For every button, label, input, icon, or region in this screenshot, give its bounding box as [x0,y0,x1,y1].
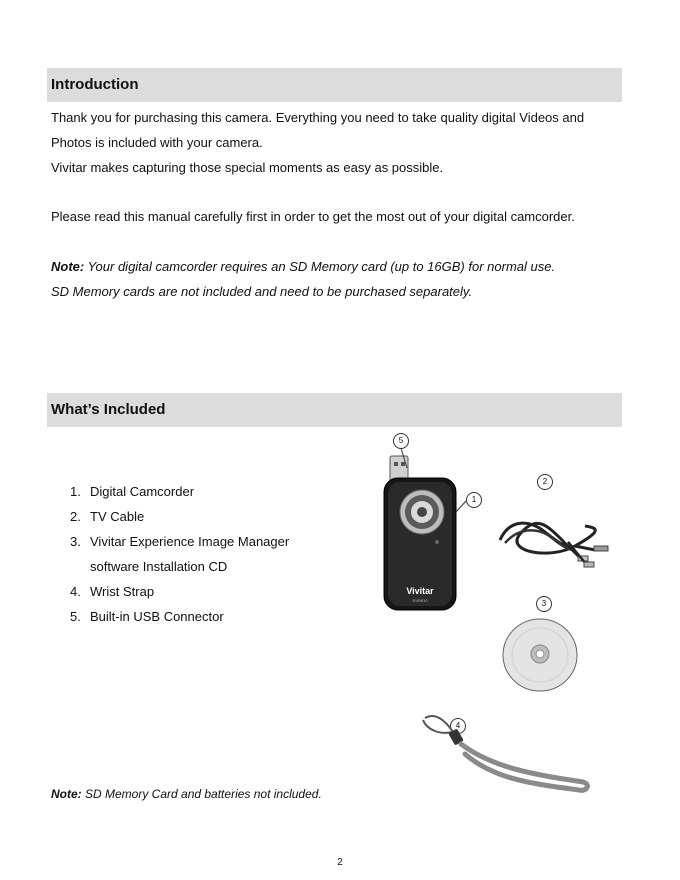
list-item-number: 3. [70,534,81,549]
intro-note-label: Note: [51,259,85,274]
callout-1: 1 [466,492,482,508]
intro-note-line-1 [51,259,555,275]
list-item-text: Digital Camcorder [90,484,195,499]
list-item-number: 4. [70,584,81,599]
callout-5: 5 [393,433,409,449]
camera-brand-text: Vivitar [406,586,434,596]
wrist-strap-icon [415,710,595,800]
intro-note-line-2: SD Memory cards are not included and need to be purchased separately. [51,284,473,299]
intro-line-4: Please read this manual carefully first in order to get the most out of your digital camcorder. [51,209,575,224]
whats-included-heading: What’s Included [51,401,166,418]
intro-line-1: Thank you for purchasing this camera. Everything you need to take quality digital Videos and [51,110,585,125]
list-item-number: 1. [70,484,81,499]
list-item-number: 2. [70,509,81,524]
camera-model-text: DVR610 [412,598,428,603]
tv-cable-image [490,498,620,568]
list-item-text: Wrist Strap [90,584,155,599]
tv-cable-icon [490,498,620,568]
wrist-strap-image [415,710,595,800]
camcorder-image [378,452,458,612]
list-item-text: Vivitar Experience Image Manager [90,534,290,549]
intro-line-2: Photos is included with your camera. [51,135,263,150]
page-number: 2 [337,857,343,868]
included-note [51,786,322,802]
included-note-label: Note: [51,787,82,801]
camcorder-icon [378,452,458,612]
introduction-heading: Introduction [51,76,139,93]
cd-icon [500,615,580,693]
callout-4: 4 [450,718,466,734]
callout-5-leader [395,448,415,478]
introduction-header [47,68,622,102]
intro-line-3: Vivitar makes capturing those special moments as easy as possible. [51,160,444,175]
intro-note-text: Your digital camcorder requires an SD Memory card (up to 16GB) for normal use. [84,259,556,274]
callout-2: 2 [537,474,553,490]
included-note-text: SD Memory Card and batteries not included. [81,787,322,801]
list-item-text: Built-in USB Connector [90,609,224,624]
callout-3: 3 [536,596,552,612]
whats-included-header [47,393,622,427]
list-item-text: software Installation CD [90,559,228,574]
list-item-text: TV Cable [90,509,145,524]
callout-1-leader [452,500,472,520]
installation-cd-image [500,615,580,693]
list-item-number: 5. [70,609,81,624]
